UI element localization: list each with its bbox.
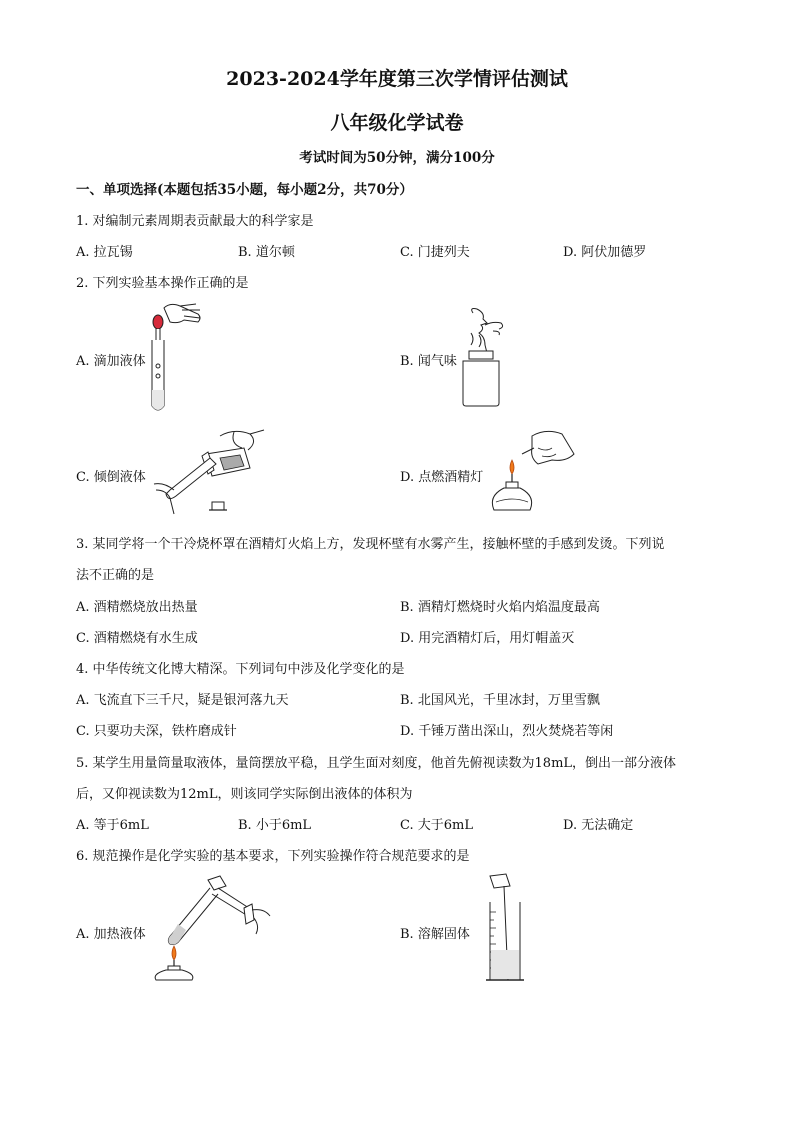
q3-option-c: C. 酒精燃烧有水生成: [76, 631, 198, 646]
q1-option-d: D. 阿伏加德罗: [563, 245, 647, 260]
q1-option-c: C. 门捷列夫: [400, 245, 470, 260]
pouring-liquid-illustration: [150, 428, 268, 520]
q4-option-b: B. 北国风光，千里冰封，万里雪飘: [400, 693, 600, 708]
question-4-stem: 4. 中华传统文化博大精深。下列词句中涉及化学变化的是: [76, 662, 405, 677]
lighting-alcohol-lamp-illustration: [486, 428, 586, 518]
q5-option-b: B. 小于6mL: [238, 818, 312, 833]
heating-liquid-illustration: [148, 874, 272, 980]
question-1-stem: 1. 对编制元素周期表贡献最大的科学家是: [76, 214, 314, 229]
q2-option-b: B. 闻气味: [400, 354, 457, 369]
q4-option-d: D. 千锤万凿出深山，烈火焚烧若等闲: [400, 724, 614, 739]
exam-info: 考试时间为50分钟，满分100分: [299, 150, 495, 166]
q5-option-c: C. 大于6mL: [400, 818, 473, 833]
q4-option-c: C. 只要功夫深，铁杵磨成针: [76, 724, 237, 739]
q3-option-b: B. 酒精灯燃烧时火焰内焰温度最高: [400, 600, 600, 615]
question-5-stem-line2: 后，又仰视读数为12mL，则该同学实际倒出液体的体积为: [76, 787, 413, 802]
question-5-stem-line1: 5. 某学生用量筒量取液体，量筒摆放平稳，且学生面对刻度，他首先俯视读数为18mL，倒出一部分液体: [76, 756, 677, 771]
question-6-stem: 6. 规范操作是化学实验的基本要求，下列实验操作符合规范要求的是: [76, 849, 470, 864]
q5-option-a: A. 等于6mL: [76, 818, 149, 833]
question-3-stem-line1: 3. 某同学将一个干冷烧杯罩在酒精灯火焰上方，发现杯壁有水雾产生，接触杯壁的手感到发烫。下列说: [76, 537, 665, 552]
q3-option-d: D. 用完酒精灯后，用灯帽盖灭: [400, 631, 575, 646]
q5-option-d: D. 无法确定: [563, 818, 634, 833]
dropper-test-tube-illustration: [140, 300, 210, 416]
q3-option-a: A. 酒精燃烧放出热量: [76, 600, 198, 615]
exam-subtitle: 八年级化学试卷: [330, 112, 464, 134]
q6-option-b: B. 溶解固体: [400, 927, 470, 942]
q6-option-a: A. 加热液体: [76, 927, 146, 942]
q2-option-d: D. 点燃酒精灯: [400, 470, 484, 485]
q1-option-a: A. 拉瓦锡: [76, 245, 133, 260]
q2-option-c: C. 倾倒液体: [76, 470, 146, 485]
q4-option-a: A. 飞流直下三千尺，疑是银河落九天: [76, 693, 289, 708]
q1-option-b: B. 道尔顿: [238, 245, 295, 260]
question-3-stem-line2: 法不正确的是: [76, 568, 155, 583]
section-heading: 一、单项选择(本题包括35小题，每小题2分，共70分）: [76, 182, 413, 198]
dissolving-solid-illustration: [484, 872, 530, 984]
q2-option-a: A. 滴加液体: [76, 354, 146, 369]
question-2-stem: 2. 下列实验基本操作正确的是: [76, 276, 249, 291]
exam-title: 2023-2024学年度第三次学情评估测试: [226, 68, 568, 90]
smelling-gas-illustration: [455, 305, 515, 410]
